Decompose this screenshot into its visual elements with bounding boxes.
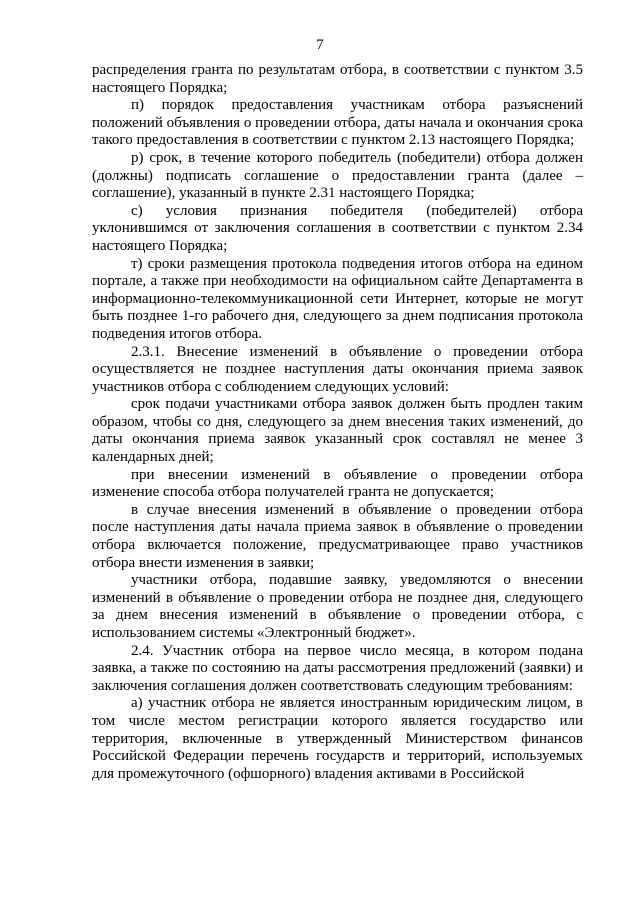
paragraph-item-t: т) сроки размещения протокола подведения итогов отбора на едином портале, а также при необходимости на официальном сайте Департамента в информационно-телекоммуникационной сети Интернет, которые не могут быть позднее 1-го рабочего дня, следующего за днем подписания протокола подведения итогов отбора.	[92, 255, 583, 342]
paragraph-item-s: с) условия признания победителя (победителей) отбора уклонившимся от заключения соглашения в соответствии с пунктом 2.34 настоящего Порядка;	[92, 202, 583, 254]
paragraph-condition-deadline: срок подачи участниками отбора заявок должен быть продлен таким образом, чтобы со дня, следующего за днем внесения таких изменений, до даты окончания приема заявок указанный срок составлял не менее 3 календарных дней;	[92, 396, 583, 466]
paragraph-condition-amendments: в случае внесения изменений в объявление о проведении отбора после наступления даты начала приема заявок в объявление о проведении отбора включается положение, предусматривающее право участников отбора внести изменения в заявки;	[92, 501, 583, 571]
paragraph-2-4: 2.4. Участник отбора на первое число месяца, в котором подана заявка, а также по состоянию на даты рассмотрения предложений (заявки) и заключения соглашения должен соответствовать следующим требованиям:	[92, 642, 583, 694]
paragraph-condition-notification: участники отбора, подавшие заявку, уведомляются о внесении изменений в объявление о проведении отбора не позднее дня, следующего за днем внесения изменений в объявление о проведении отбора, с использованием системы «Электронный бюджет».	[92, 572, 583, 641]
paragraph-item-a: а) участник отбора не является иностранным юридическим лицом, в том числе местом регистрации которого является государство или территория, включенные в утвержденный Министерством финансов Российской Федерации перечень государств и территорий, используемых для промежуточного (офшорного) владения активами в Российской	[92, 695, 583, 782]
document-body	[92, 62, 583, 783]
paragraph-2-3-1: 2.3.1. Внесение изменений в объявление о проведении отбора осуществляется не позднее наступления даты окончания приема заявок участников отбора с соблюдением следующих условий:	[92, 343, 583, 395]
paragraph-item-p: п) порядок предоставления участникам отбора разъяснений положений объявления о проведении отбора, даты начала и окончания срока такого предоставления в соответствии с пунктом 2.13 настоящего Порядка;	[92, 97, 583, 149]
paragraph-condition-method: при внесении изменений в объявление о проведении отбора изменение способа отбора получателей гранта не допускается;	[92, 466, 583, 501]
paragraph-continuation: распределения гранта по результатам отбора, в соответствии с пунктом 3.5 настоящего Порядка;	[92, 62, 583, 96]
paragraph-item-r: р) срок, в течение которого победитель (победители) отбора должен (должны) подписать соглашение о предоставлении гранта (далее – соглашение), указанный в пункте 2.31 настоящего Порядка;	[92, 149, 583, 202]
page-number: 7	[316, 37, 324, 53]
